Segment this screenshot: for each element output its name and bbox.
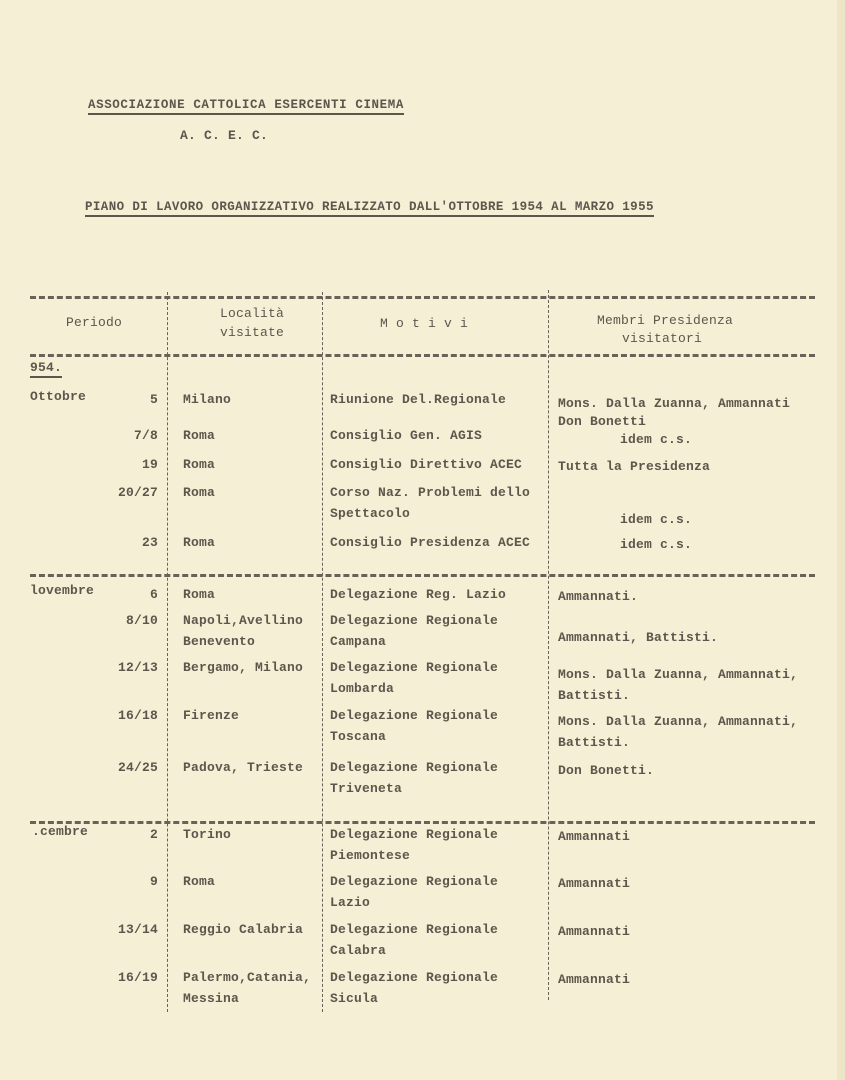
row-motivo: Delegazione Regionale [330,874,499,889]
row-day: 19 [141,457,158,472]
row-motivo: Consiglio Presidenza ACEC [330,535,531,550]
header-rule [30,354,815,357]
row-membri: Don Bonetti [558,414,647,429]
row-location: Roma [183,457,216,472]
document-title: PIANO DI LAVORO ORGANIZZATIVO REALIZZATO DALL'OTTOBRE 1954 AL MARZO 1955 [85,200,654,217]
col-header-localita-2: visitate [220,325,285,340]
col-header-membri: Membri Presidenza [597,313,734,328]
page-edge [837,0,845,1080]
row-location: Messina [183,991,240,1006]
row-membri: Ammannati [558,972,631,987]
row-motivo: Delegazione Regionale [330,970,499,985]
row-motivo: Delegazione Reg. Lazio [330,587,507,602]
row-membri: Ammannati, Battisti. [558,630,719,645]
row-location: Benevento [183,634,256,649]
row-motivo: Delegazione Regionale [330,660,499,675]
row-motivo: Delegazione Regionale [330,613,499,628]
month-label: Ottobre [30,389,87,404]
acronym: A. C. E. C. [180,128,269,143]
row-membri: Ammannati [558,829,631,844]
row-membri: idem c.s. [620,537,693,552]
row-day: 24/25 [117,760,158,775]
row-location: Roma [183,874,216,889]
row-location: Torino [183,827,232,842]
row-membri: Battisti. [558,735,631,750]
col-header-periodo: Periodo [66,315,123,330]
row-location: Roma [183,587,216,602]
row-day: 23 [141,535,158,550]
row-location: Bergamo, Milano [183,660,304,675]
row-membri: idem c.s. [620,432,693,447]
row-day: 5 [149,392,158,407]
row-motivo: Toscana [330,729,387,744]
row-membri: Ammannati [558,876,631,891]
column-divider [322,292,323,1012]
row-day: 2 [149,827,158,842]
row-location: Firenze [183,708,240,723]
row-motivo: Delegazione Regionale [330,708,499,723]
row-motivo: Delegazione Regionale [330,827,499,842]
row-membri: Ammannati [558,924,631,939]
organization-name: ASSOCIAZIONE CATTOLICA ESERCENTI CINEMA [88,98,404,115]
month-rule [30,574,815,577]
row-location: Roma [183,428,216,443]
column-divider [167,292,168,1012]
row-location: Milano [183,392,232,407]
row-membri: Mons. Dalla Zuanna, Ammannati [558,396,791,411]
row-motivo: Consiglio Gen. AGIS [330,428,483,443]
row-location: Palermo,Catania, [183,970,312,985]
row-motivo: Triveneta [330,781,403,796]
col-header-motivi: M o t i v i [380,316,469,331]
row-day: 9 [149,874,158,889]
row-motivo: Delegazione Regionale [330,760,499,775]
row-day: 16/19 [117,970,158,985]
row-membri: idem c.s. [620,512,693,527]
row-motivo: Sicula [330,991,379,1006]
row-motivo: Consiglio Direttivo ACEC [330,457,523,472]
row-motivo: Campana [330,634,387,649]
row-motivo: Lombarda [330,681,395,696]
row-location: Reggio Calabria [183,922,304,937]
month-label: .cembre [32,824,89,839]
month-rule [30,821,815,824]
row-motivo: Lazio [330,895,371,910]
month-label: lovembre [30,583,95,598]
row-location: Roma [183,485,216,500]
column-divider [548,290,549,1000]
row-day: 7/8 [133,428,158,443]
row-location: Napoli,Avellino [183,613,304,628]
row-day: 16/18 [117,708,158,723]
row-location: Roma [183,535,216,550]
table-top-rule [30,296,815,299]
row-day: 8/10 [125,613,158,628]
col-header-membri-2: visitatori [622,331,703,346]
row-membri: Don Bonetti. [558,763,655,778]
row-day: 12/13 [117,660,158,675]
row-motivo: Corso Naz. Problemi dello [330,485,531,500]
row-day: 6 [149,587,158,602]
row-motivo: Spettacolo [330,506,411,521]
row-motivo: Delegazione Regionale [330,922,499,937]
row-motivo: Riunione Del.Regionale [330,392,507,407]
row-membri: Ammannati. [558,589,639,604]
row-day: 13/14 [117,922,158,937]
row-membri: Tutta la Presidenza [558,459,711,474]
col-header-localita: Località [220,306,285,321]
row-membri: Mons. Dalla Zuanna, Ammannati, [558,667,799,682]
year-label: 954. [30,360,62,378]
row-motivo: Calabra [330,943,387,958]
row-membri: Mons. Dalla Zuanna, Ammannati, [558,714,799,729]
row-day: 20/27 [117,485,158,500]
row-membri: Battisti. [558,688,631,703]
row-motivo: Piemontese [330,848,411,863]
row-location: Padova, Trieste [183,760,304,775]
